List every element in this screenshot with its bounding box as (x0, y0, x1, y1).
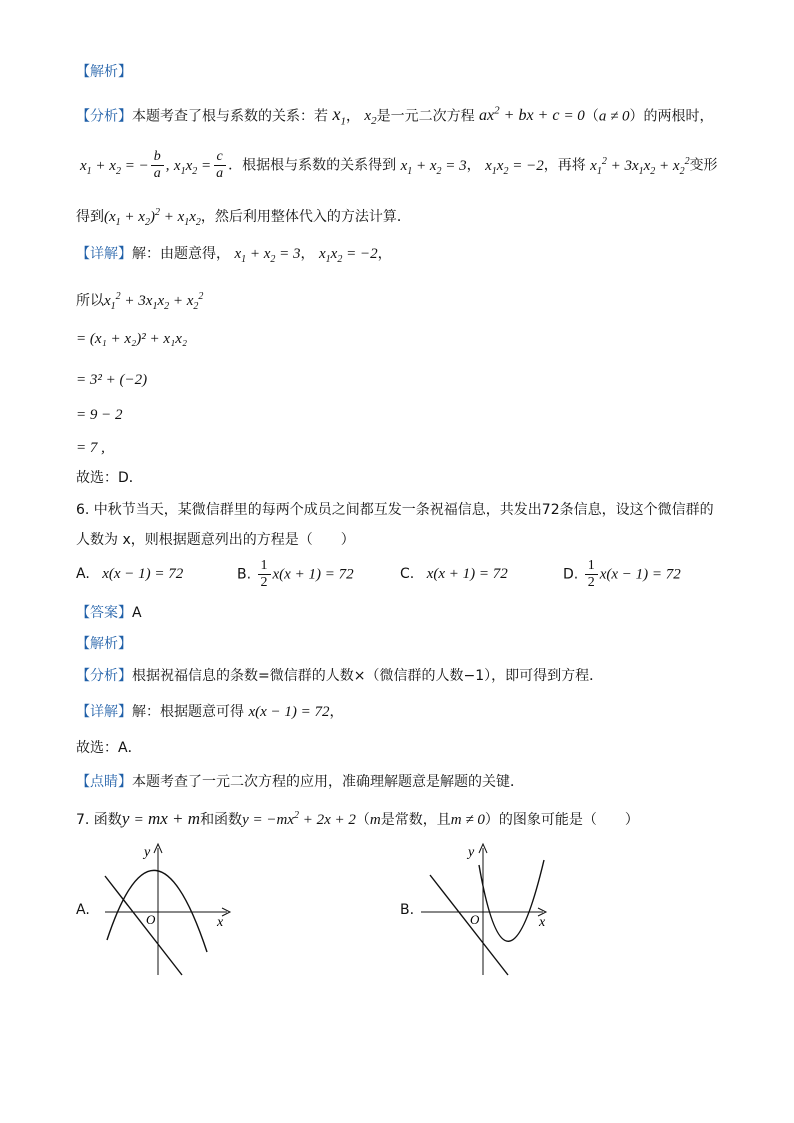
text: ， (466, 157, 481, 174)
q7-stem (76, 806, 639, 830)
math-sum-3b: $x_1 + x_2 = 3$ (234, 246, 301, 265)
fenxi-line-1 (76, 101, 714, 132)
dianjing-tag: 【点睛】 (76, 774, 132, 790)
text: ．根据根与系数的关系得到 (228, 157, 397, 174)
math-expr: $x_1^2 + 3x_1x_2 + x_2^2$ (104, 291, 204, 312)
text: 解：由题意得， (132, 246, 230, 262)
y-label: y (144, 845, 151, 860)
text: ， (377, 246, 392, 262)
text: ， (300, 246, 315, 262)
text: 是一元二次方程 (376, 108, 475, 125)
text: 是常数，且 (380, 812, 451, 828)
q6-option-c (400, 566, 508, 583)
graph-a (95, 840, 240, 980)
step-3: = 9 − 2 (76, 407, 123, 423)
fenxi-tag: 【分析】 (76, 668, 132, 684)
option-expr: x(x − 1) = 72 (599, 566, 681, 583)
text: 本题考查了根与系数的关系：若 (132, 108, 328, 125)
graph-a-label: A. (76, 902, 90, 918)
fenxi-tag: 【分析】 (76, 108, 132, 125)
option-label: B. (237, 566, 252, 583)
math-m: m (369, 812, 381, 828)
origin-label: O (146, 912, 156, 927)
math-prod-neg2b: $x_1x_2 = -2$ (318, 246, 378, 265)
math-equation: x(x − 1) = 72 (248, 704, 330, 720)
y-label: y (468, 845, 475, 860)
detail-line (76, 244, 392, 270)
text: 根据祝福信息的条数=微信群的人数×（微信群的人数−1），即可得到方程． (132, 668, 604, 684)
linear-line (105, 876, 182, 975)
text: （ (584, 108, 599, 125)
text: ，再将 (543, 157, 586, 174)
option-expr: x(x + 1) = 72 (272, 566, 354, 583)
q6-dianjing (76, 772, 524, 792)
x-label: x (217, 915, 224, 930)
q6-choose: 故选：A． (76, 740, 142, 756)
detail-tag: 【详解】 (76, 246, 132, 262)
step-4: = 7 , (76, 440, 105, 456)
text: ）的两根时， (629, 108, 714, 125)
suoyi-line (76, 287, 203, 317)
step-2: = 3² + (−2) (76, 372, 148, 388)
math-x2: $x_2$ (364, 108, 377, 128)
answer-value: A (132, 605, 142, 621)
frac-half: $\frac{1}{2}$ (258, 558, 271, 591)
math-prod-roots: $x_1x_2$ = (173, 157, 212, 177)
detail-tag: 【详解】 (76, 704, 132, 720)
option-label: A. (76, 566, 90, 582)
text: ， (345, 108, 360, 125)
fenxi-line-3 (76, 203, 411, 233)
x-label: x (539, 915, 546, 930)
text: 本题考查了一元二次方程的应用，准确理解题意是解题的关键． (132, 774, 524, 790)
text: ）的图象可能是（ ） (484, 812, 639, 828)
parabola-curve (479, 860, 544, 941)
option-label: D. (563, 566, 579, 583)
text: 所以 (76, 293, 104, 309)
text: ，然后利用整体代入的方法计算． (200, 209, 411, 225)
text: 7. 函数 (76, 812, 122, 828)
q6-answer (76, 603, 142, 623)
text: 变形 (689, 157, 718, 174)
choose-d: 故选：D． (76, 470, 143, 486)
q6-stem-1: 6. 中秋节当天，某微信群里的每两个成员之间都互发一条祝福信息，共发出72条信息，设这个微信群的 (76, 502, 714, 518)
frac-c-a: $\frac{c}{a}$ (213, 149, 226, 182)
math-quadratic: $ax^2$ + bx + c = 0 (479, 105, 585, 125)
math-parabola: $y = -mx^2 + 2x + 2$ (242, 810, 356, 828)
math-a-ne-0: a ≠ 0 (598, 108, 630, 125)
math-m-ne-0: m ≠ 0 (450, 812, 485, 828)
text: 得到 (76, 209, 104, 225)
step-1: = (x₁ + x₂)² + x₁x₂ (76, 331, 188, 347)
q6-analysis-heading: 【解析】 (76, 636, 132, 652)
text: 解：根据题意可得 (132, 704, 244, 720)
text: （ (355, 812, 370, 828)
option-expr: x(x − 1) = 72 (102, 566, 184, 582)
q6-option-a (76, 566, 183, 583)
math-transformed: $(x_1 + x_2)^2 + x_1x_2$ (104, 207, 201, 228)
math-target-expr: $x_1^2 + 3x_1x_2 + x_2^2$ (590, 155, 690, 177)
q6-detail (76, 702, 344, 722)
fenxi-line-2: $x_1 + x_2$ = − $\frac{b}{a}$ , $x_1x_2$ = $\frac{c}{a}$ ．根据根与系数的关系得到 $x_1 + x_2 = 3$， $x_1x_2 = -2$，再将 $x_1^2 + 3x_1x_2 + x_2^2$变形 (80, 149, 718, 181)
text: 和函数 (200, 812, 243, 828)
answer-tag: 【答案】 (76, 605, 132, 621)
frac-b-a: $\frac{b}{a}$ (151, 149, 164, 182)
math-prod-neg2: $x_1x_2 = -2$ (485, 157, 544, 177)
option-label: C. (400, 566, 415, 582)
q6-option-b (237, 558, 354, 591)
origin-label: O (470, 912, 480, 927)
q6-fenxi (76, 666, 603, 686)
math-sum-3: $x_1 + x_2 = 3$ (400, 157, 467, 177)
text: ， (329, 704, 344, 720)
math-sum-roots: $x_1 + x_2$ = − (80, 157, 149, 177)
graph-b (416, 840, 561, 980)
frac-half: $\frac{1}{2}$ (585, 558, 598, 591)
math-x1: $x_1$ (332, 104, 346, 128)
math-linear: y = mx + m (121, 809, 201, 828)
linear-line (430, 875, 508, 975)
parabola-curve (107, 870, 207, 952)
q6-option-d (563, 558, 681, 591)
graph-b-label: B. (400, 902, 415, 918)
option-expr: x(x + 1) = 72 (426, 566, 508, 582)
analysis-heading: 【解析】 (76, 64, 132, 80)
q6-stem-2: 人数为 x，则根据题意列出的方程是（ ） (76, 532, 355, 548)
